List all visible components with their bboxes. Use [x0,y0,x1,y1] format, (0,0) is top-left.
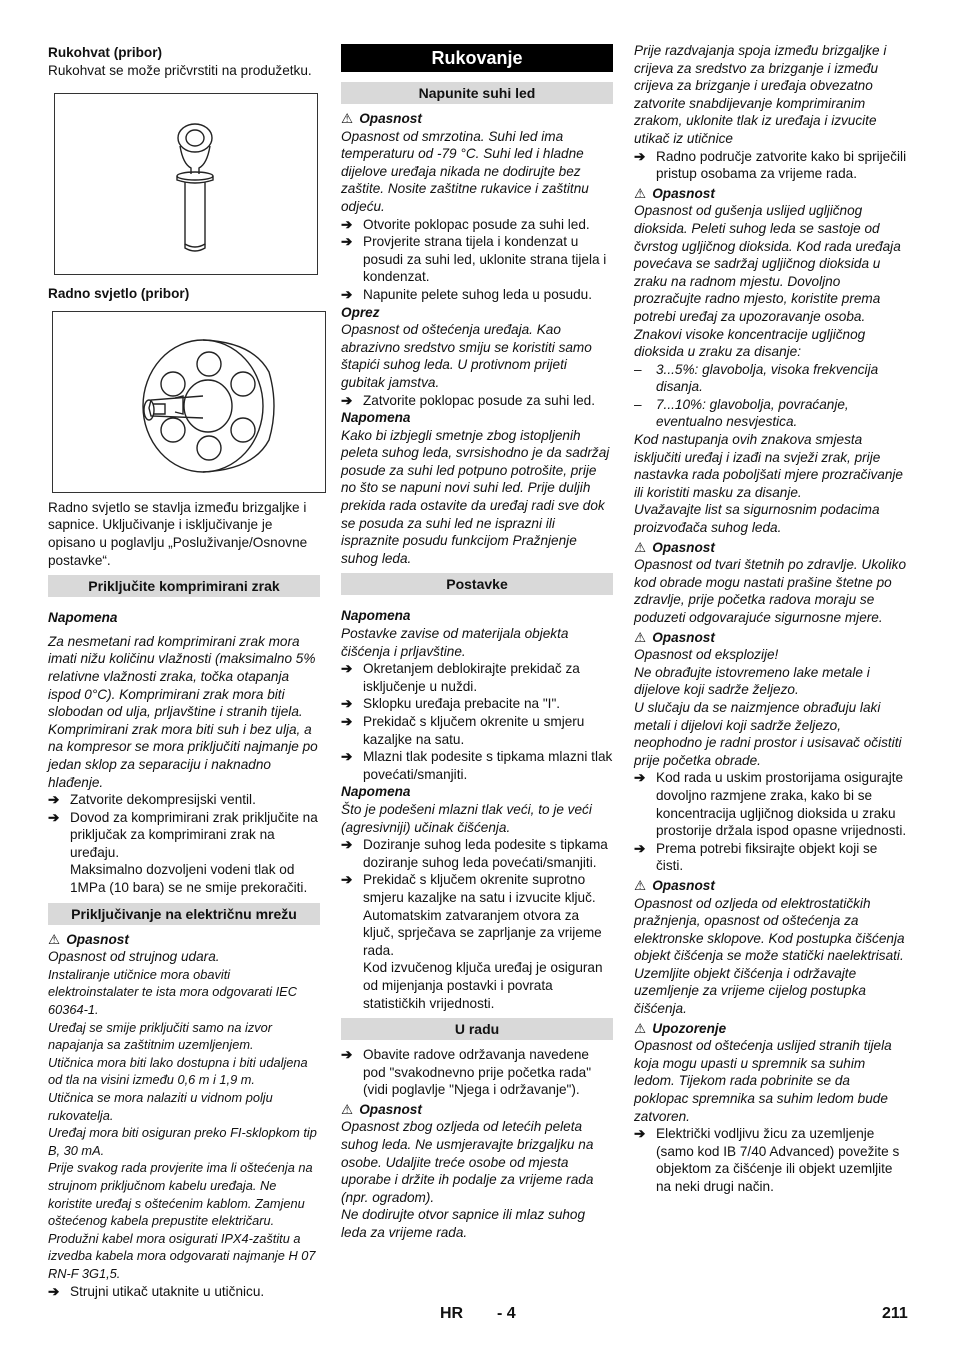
danger-text: Uređaj se smije priključiti samo na izvor napajanja sa zaštitnim uzemljenjem. [48,1019,273,1053]
text-symptoms: Kod nastupanja ovih znakova smjesta isključiti uređaj i izađi na svježi zrak, prije nastavka rada poboljšati mjere prozračivanje ili koristiti masku za disanje. [634,432,903,500]
warning-triangle-icon: ⚠ [634,1020,647,1036]
danger-text: Produžni kabel mora osigurati IPX4-zaštitu a izvedba kabela mora odgovarati najmanje H 07 RN-F 3G1,5. [48,1230,316,1281]
step-item: ➔ Električki vodljivu žicu za uzemljenje (samo kod IB 7/40 Advanced) povežite s objektom za čišćenje ili objekt uzemljite na neki drugi način. [634,1126,900,1194]
handle-illustration [55,94,317,274]
arrow-icon: ➔ [48,1283,60,1299]
column-left [48,44,320,1300]
danger-label: ⚠ Opasnost [634,185,715,201]
danger-text: Utičnica mora biti lako dostupna i biti udaljena od tla na visini između 0,6 m i 1,9 m. [48,1054,308,1088]
warning-triangle-icon: ⚠ [634,877,647,893]
note-text: Postavke zavise od materijala objekta čišćenja i prljavštine. [341,626,569,659]
footer-page-number: 211 [882,1305,908,1322]
danger-label: ⚠ Opasnost [634,539,715,555]
section-mains: Priključivanje na električnu mrežu [48,903,320,925]
note-text: Za nesmetani rad komprimirani zrak mora imati nižu količinu vlažnosti (maksimalno 5% relativne vlažnosti zraka, točka otapanja ispod 0°C). Komprimirani zrak mora biti slobodan od ulja, prljavštine i stranih tijela. Komprimirani zrak mora biti suh i bez ulja, a na kompresor se mora priključiti najmanje po jedan sklop za separaciju i naknadno hlađenje. [48,633,318,790]
footer-local-page: - 4 [497,1305,516,1322]
figure-light [52,311,326,493]
step-item: ➔ Kod rada u uskim prostorijama osigurajte dovoljno razmjene zraka, kako bi se koncentracija ugljičnog dioksida u zraku prostorije držala ispod opasne vrijednosti. [634,770,907,839]
danger-text: U slučaju da se naizmjence obrađuju laki metali i dijelovi koji sadrže željezo, neophodno je radni prostor i usisavač očistiti prije početka obrade. [634,699,902,768]
section-settings: Postavke [341,573,613,595]
arrow-icon: ➔ [634,1126,646,1142]
arrow-icon: ➔ [341,216,353,232]
danger-text: Opasnost od strujnog udara. [48,949,220,965]
arrow-icon: ➔ [341,837,353,853]
step-item: ➔ Prema potrebi fiksirajte objekt koji se čisti. [634,840,878,874]
note-text: Kako bi izbjegli smetnje zbog istopljenih peleta suhog leda, svrsishodno je da sadržaj posude za suhi led potpuno potrošite, prije no što se napuni novi suhi led. Prije duljih prekida rada ostavite da uređaj radi sve dok se posuda za suhi led ne isprazni ili ispraznite posudu funkcijom Pražnjenje suhog leda. [341,427,610,566]
warning-triangle-icon: ⚠ [634,185,647,201]
arrow-icon: ➔ [634,770,646,786]
heading-rukohvat: Rukohvat (pribor) [48,45,163,60]
step-item: ➔ Prekidač s ključem okrenite suprotno smjeru kazaljke na satu i izvucite ključ. [341,872,596,905]
caution-label: Oprez [341,304,380,320]
figure-handle [54,93,318,275]
danger-text: Uređaj mora biti osiguran preko FI-sklopkom tip B, 30 mA. [48,1125,317,1158]
step-item: ➔ Zatvorite poklopac posude za suhi led. [341,392,595,408]
danger-label: ⚠ Opasnost [341,111,422,126]
arrow-icon: ➔ [634,148,646,164]
column-right [634,42,908,1196]
warning-label: ⚠ Upozorenje [634,1020,727,1036]
light-illustration [53,312,325,492]
arrow-icon: ➔ [341,1047,353,1063]
dash-item: – 3...5%: glavobolja, visoka frekvencija disanja. [634,361,879,395]
step-item: ➔ Okretanjem deblokirajte prekidač za isključenje u nuždi. [341,661,580,694]
text-datasheet: Uvažavajte list sa sigurnosnim podacima proizvođača suhog leda. [634,502,880,536]
arrow-icon: ➔ [341,286,353,302]
danger-label: ⚠ Opasnost [48,931,129,947]
note-label: Napomena [341,784,411,800]
arrow-icon: ➔ [341,661,353,677]
arrow-icon: ➔ [634,840,646,856]
arrow-icon: ➔ [48,792,60,808]
step-detail: Kod izvučenog ključa uređaj je osiguran od mijenjanja postavki i povrata statističkih vrijednosti. [363,960,603,1011]
text-rukohvat: Rukohvat se može pričvrstiti na produžetku. [48,62,312,78]
note-label: Napomena [341,410,411,426]
step-item: ➔ Zatvorite dekompresijski ventil. [48,792,256,808]
chapter-title: Rukovanje [341,44,613,72]
step-item: ➔ Doziranje suhog leda podesite s tipkama doziranje suhog leda povećati/smanjiti. [341,837,608,870]
warning-text: Opasnost od oštećenja uslijed stranih tijela koja mogu upasti u spremnik sa suhim ledom. Tijekom rada pobrinite se da poklopac spremnika sa suhim ledom bude zatvoren. [634,1038,892,1124]
step-detail: Automatskim zatvaranjem otvora za ključ, sprječava se zaprljanje za vrijeme rada. [363,907,602,958]
danger-text: Opasnost od smrzotina. Suhi led ima temperaturu od -79 °C. Suhi led i hladne dijelove uređaja nikada ne dodirujte bez zaštite. Nosite zaštitne rukavice i zaštitnu odjeću. [341,128,589,214]
warning-triangle-icon: ⚠ [634,539,647,555]
danger-text: Opasnost zbog ozljeda od letećih peleta suhog leda. Ne usmjeravajte brizgaljku na osobe. Udaljite treće osobe od mjesta uporabe i držite ih podalje za vrijeme rada (npr. ogradom). [341,1119,594,1205]
warning-triangle-icon: ⚠ [48,931,61,947]
note-label: Napomena [341,608,411,624]
step-detail: Maksimalno dozvoljeni vodeni tlak od 1MPa (10 bara) se ne smije prekoračiti. [70,862,308,896]
step-item: ➔ Provjerite strana tijela i kondenzat u posudi za suhi led, uklonite strana tijela i kondenzat. [341,234,607,285]
danger-text: Opasnost od eksplozije! [634,647,779,663]
danger-label: ⚠ Opasnost [634,629,715,645]
warning-triangle-icon: ⚠ [634,629,647,645]
heading-svjetlo: Radno svjetlo (pribor) [48,286,190,302]
arrow-icon: ➔ [341,749,353,765]
arrow-icon: ➔ [48,809,60,825]
danger-text: Opasnost od gušenja uslijed ugljičnog dioksida. Peleti suhog leda se sastoje od čvrstog ugljičnog dioksida. Kod rada uređaja povećava se sadržaj ugljičnog dioksida u zraku na radnom mjestu. Dovoljno prozračujte radno mjesto, koristite prema potrebi uređaj za upozoravanje osoba. Znakovi visoke koncentracije ugljičnog dioksida u zraku za disanje: [634,203,901,360]
step-item: ➔ Radno područje zatvorite kako bi spriječili pristup osobama za vrijeme rada. [634,148,907,182]
column-middle [341,44,613,1242]
caution-text: Opasnost od oštećenja uređaja. Kao abrazivno sredstvo smiju se koristiti samo štapići suhog leda. U protivnom prijeti gubitak jamstva. [341,322,592,390]
text-svjetlo: Radno svjetlo se stavlja između brizgaljke i sapnice. Uključivanje i isključivanje je opisano u poglavlju „Posluživanje/Osnovne postavke“. [48,499,308,568]
danger-text: Ne dodirujte otvor sapnice ili mlaz suhog leda za vrijeme rada. [341,1207,586,1241]
step-item: ➔ Otvorite poklopac posude za suhi led. [341,216,590,232]
danger-text: Utičnica se mora nalaziti u vidnom polju rukovatelja. [48,1090,273,1123]
danger-label: ⚠ Opasnost [634,877,715,893]
arrow-icon: ➔ [341,696,353,712]
dash-item: – 7...10%: glavobolja, povraćanje, eventualno nesvjestica. [634,396,849,430]
note-text: Što je podešeni mlazni tlak veći, to je veći (agresivniji) učinak čišćenja. [341,801,592,835]
danger-label: ⚠ Opasnost [341,1101,422,1117]
footer-language: HR [440,1305,464,1322]
step-item: ➔ Strujni utikač utaknite u utičnicu. [48,1283,265,1299]
arrow-icon: ➔ [341,714,353,729]
danger-text: Ne obrađujte istovremeno lake metale i dijelove koji sadrže željezo. [634,664,870,698]
section-in-operation: U radu [341,1018,613,1040]
danger-text: Prije svakog rada provjerite ima li oštećenja na strujnom priključnom kabelu uređaja. Ne koristite uređaj s oštećenim kablom. Zamjenu oštećenog kabela prepustite električaru. [48,1160,313,1229]
step-item: ➔ Prekidač s ključem okrenite u smjeru kazaljke na satu. [341,714,585,747]
step-item: ➔ Napunite pelete suhog leda u posudu. [341,286,593,302]
step-item: ➔ Mlazni tlak podesite s tipkama mlazni tlak povećati/smanjiti. [341,749,613,782]
step-item: ➔ Obavite radove održavanja navedene pod "svakodnevno prije početka rada" (vidi poglavlje "Njega i održavanje"). [341,1047,592,1098]
arrow-icon: ➔ [341,392,353,408]
danger-text: Opasnost od ozljeda od elektrostatičkih pražnjenja, opasnost od oštećenja za elektronske sklopove. Kod postupka čišćenja objekt čišćenja se može statički naelektrisati. Uzemljite objekt čišćenja i održavajte uzemljenje za vrijeme cijelog postupka čišćenja. [634,895,905,1017]
danger-text: Opasnost od tvari štetnih po zdravlje. Ukoliko kod obrade mogu nastati prašine štetne po zdravlje, prije početka radova moraju se poduzeti odgovarajuće sigurnosne mjere. [634,557,907,625]
warning-triangle-icon: ⚠ [341,1101,354,1117]
section-dry-ice: Napunite suhi led [341,82,613,104]
warning-triangle-icon: ⚠ [341,111,354,126]
step-item: ➔ Sklopku uređaja prebacite na "I". [341,696,561,712]
note-label: Napomena [48,610,118,626]
arrow-icon: ➔ [341,872,353,888]
danger-text: Instaliranje utičnice mora obaviti elektroinstalater te ista mora odgovarati IEC 60364-1. [48,966,297,1018]
section-compressed-air: Priključite komprimirani zrak [48,575,320,597]
arrow-icon: ➔ [341,234,353,250]
step-item: ➔ Dovod za komprimirani zrak priključite na priključak za komprimirani zrak na uređaju. [48,809,318,860]
text-disconnect: Prije razdvajanja spoja između brizgaljke i crijeva za sredstvo za brizganje i između crijeva za brizganje i uređaja obvezatno zatvorite snabdijevanje komprimiranim zrakom, uklonite tlak iz uređaja i izvucite utikač iz utičnice [634,43,887,146]
